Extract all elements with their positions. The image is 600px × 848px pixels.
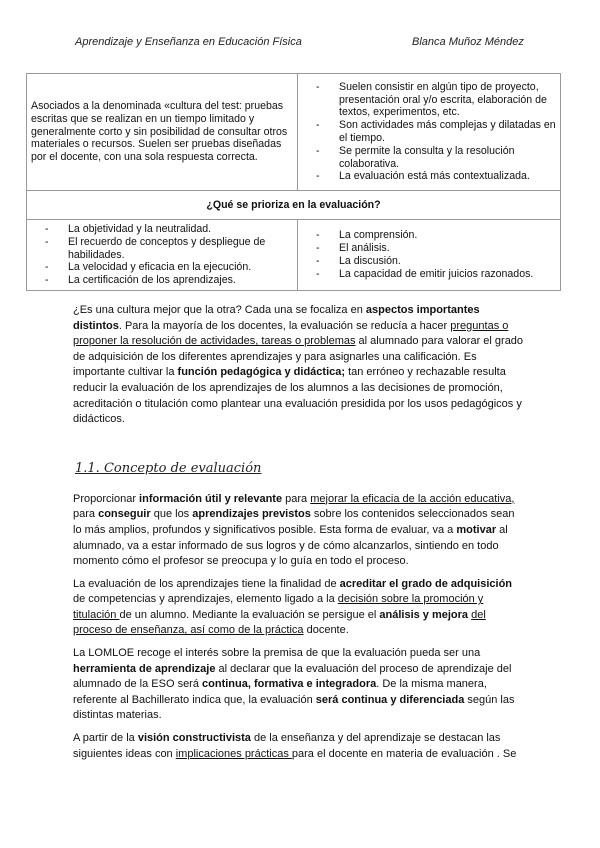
text-run: A partir de la	[73, 732, 138, 745]
text-line	[73, 708, 573, 724]
text-run: La evaluación de los aprendizajes tiene la finalidad de	[73, 577, 340, 590]
section-heading: 1.1. Concepto de evaluación	[75, 460, 262, 476]
text-run: al	[496, 523, 508, 536]
text-run: de un alumno. Mediante la evaluación se persigue el	[119, 608, 380, 621]
underlined-text: implicaciones prácticas	[175, 747, 292, 760]
bold-text: motivar	[456, 523, 497, 536]
text-run: didácticos.	[73, 413, 125, 426]
text-run: acreditación o titulación como plantear una evaluación presidida por los usos pedagógicos y	[73, 397, 522, 410]
text-run: alumnado de la ESO será	[73, 678, 203, 691]
underlined-text: titulación	[73, 608, 120, 621]
text-run: distintas materias.	[73, 709, 162, 722]
underlined-text: decisión sobre la promoción y	[337, 593, 484, 606]
underlined-text: preguntas o	[450, 319, 509, 332]
bold-text: información útil y relevante	[139, 492, 283, 505]
text-line	[73, 608, 573, 624]
paragraph-constructivist	[73, 731, 573, 762]
text-run: momento cómo el profesor se preocupa y lo guía en todo el proceso.	[73, 555, 409, 568]
text-line	[73, 365, 573, 381]
table-section-header: ¿Qué se prioriza en la evaluación?	[27, 191, 561, 220]
table-cell-alternative-culture	[298, 74, 561, 191]
table-cell-test-culture: Asociados a la denominada «cultura del test: pruebas escritas que se realizan en un tiempo limitado y generalmente corto y sin posibilidad de consultar otros materiales o recursos. Suelen ser pruebas diseñadas por el docente, con una sola respuesta correcta.	[27, 74, 298, 191]
text-run: . De la misma manera,	[376, 678, 487, 691]
text-line	[73, 623, 573, 639]
text-run: La LOMLOE recoge el interés sobre la premisa de que la evaluación pueda ser una	[73, 647, 481, 660]
list-item: - La objetividad y la neutralidad.	[45, 223, 293, 236]
text-line	[73, 693, 573, 709]
underlined-text: mejorar la eficacia de la acción educativa,	[310, 492, 515, 505]
text-line	[73, 492, 573, 508]
text-line	[73, 554, 573, 570]
list-item: - La certificación de los aprendizajes.	[45, 274, 293, 287]
paragraph-accreditation	[73, 577, 573, 639]
list-item: - La velocidad y eficacia en la ejecución.	[45, 261, 293, 274]
underlined-text: proponer la resolución de actividades, tareas o problemas	[73, 335, 356, 348]
document-body	[0, 73, 600, 762]
text-run: ¿Es una cultura mejor que la otra? Cada una se focaliza en	[73, 303, 366, 316]
list-item: - Son actividades más complejas y dilatadas en el tiempo.	[316, 119, 556, 145]
text-run: tan erróneo y rechazable resulta	[345, 366, 506, 379]
text-line	[73, 592, 573, 608]
paragraph-cultures	[73, 303, 573, 428]
text-line	[73, 539, 573, 555]
text-run: para	[282, 492, 311, 505]
table-row	[27, 220, 561, 291]
list-item: - La evaluación está más contextualizada.	[316, 170, 556, 183]
list-item: - La discusión.	[316, 255, 556, 268]
text-run: referente al Bachillerato indica que, la evaluación	[73, 693, 316, 706]
text-run: de adquisición de los diferentes aprendizajes y para asignarles una calificación. Es	[73, 350, 477, 363]
text-run: importante cultivar la	[73, 366, 178, 379]
text-line	[73, 334, 573, 350]
text-run: al alumnado para valorar el grado	[355, 335, 524, 348]
text-run: para	[73, 508, 99, 521]
text-run: para el docente en materia de evaluación . Se	[291, 747, 517, 760]
bold-text: visión constructivista	[137, 732, 251, 745]
bold-text: análisis y mejora	[379, 608, 469, 621]
text-line	[73, 350, 573, 366]
text-line	[73, 677, 573, 693]
list-item: - La capacidad de emitir juicios razonados.	[316, 268, 556, 281]
text-line	[73, 397, 573, 413]
bold-text: acreditar el grado de adquisición	[339, 577, 513, 590]
text-line	[73, 662, 573, 678]
header-title: Aprendizaje y Enseñanza en Educación Física	[75, 36, 302, 48]
text-run: docente.	[303, 624, 349, 637]
text-run: lo más amplios, profundos y significativos posible. Esta forma de evaluar, va a	[73, 523, 457, 536]
text-run: de competencias y aprendizajes, elemento ligado a la	[73, 593, 338, 606]
text-run: al declarar que la evaluación del proceso de aprendizaje del	[215, 662, 512, 675]
bold-text: conseguir	[98, 508, 151, 521]
header-author: Blanca Muñoz Méndez	[412, 36, 524, 48]
text-run: Proporcionar	[73, 492, 140, 505]
list-item: - La comprensión.	[316, 229, 556, 242]
text-line	[73, 731, 573, 747]
bold-text: continua, formativa e integradora	[202, 678, 377, 691]
bold-text: herramienta de aprendizaje	[73, 662, 216, 675]
text-run: que los	[150, 508, 193, 521]
table-row	[27, 191, 561, 220]
list-item: - El recuerdo de conceptos y despliegue de habilidades.	[45, 236, 293, 262]
paragraph-lomloe	[73, 646, 573, 724]
list-item: - Se permite la consulta y la resolución colaborativa.	[316, 145, 556, 171]
text-run: siguientes ideas con	[73, 747, 176, 760]
list-item: - Suelen consistir en algún tipo de proyecto, presentación oral y/o escrita, elaboración de textos, experimentos, etc.	[316, 81, 556, 119]
text-run: de la enseñanza y del aprendizaje se destacan las	[250, 732, 501, 745]
text-line	[73, 646, 573, 662]
bold-text: función pedagógica y didáctica;	[177, 366, 346, 379]
table-cell-alternative-priorities	[298, 220, 561, 291]
underlined-text: del	[471, 608, 486, 621]
text-line	[73, 381, 573, 397]
bold-text: será continua y diferenciada	[315, 693, 465, 706]
table-cell-test-priorities	[27, 220, 298, 291]
underlined-text: proceso de enseñanza, así como de la práctica	[73, 624, 304, 637]
text-run: sobre los contenidos seleccionados sean	[310, 508, 515, 521]
text-run: . Para la mayoría de los docentes, la evaluación se reducía a hacer	[118, 319, 451, 332]
text-line	[73, 577, 573, 593]
bold-text: distintos	[73, 319, 119, 332]
text-run: reducir la evaluación de los aprendizajes de los alumnos a las decisiones de promoción,	[73, 381, 503, 394]
bold-text: aspectos importantes	[365, 303, 480, 316]
text-run: según las	[464, 693, 515, 706]
bold-text: aprendizajes previstos	[192, 508, 311, 521]
text-line	[73, 747, 573, 763]
table-row	[27, 74, 561, 191]
text-line	[73, 412, 573, 428]
text-run: alumnado, va a estar informado de sus logros y de cómo alcanzarlos, sintiendo en todo	[73, 539, 499, 552]
text-line	[73, 507, 573, 523]
paragraph-purpose	[73, 492, 573, 570]
text-line	[73, 303, 573, 319]
text-line	[73, 523, 573, 539]
text-line	[73, 319, 573, 335]
comparison-table	[26, 73, 561, 291]
list-item: - El análisis.	[316, 242, 556, 255]
